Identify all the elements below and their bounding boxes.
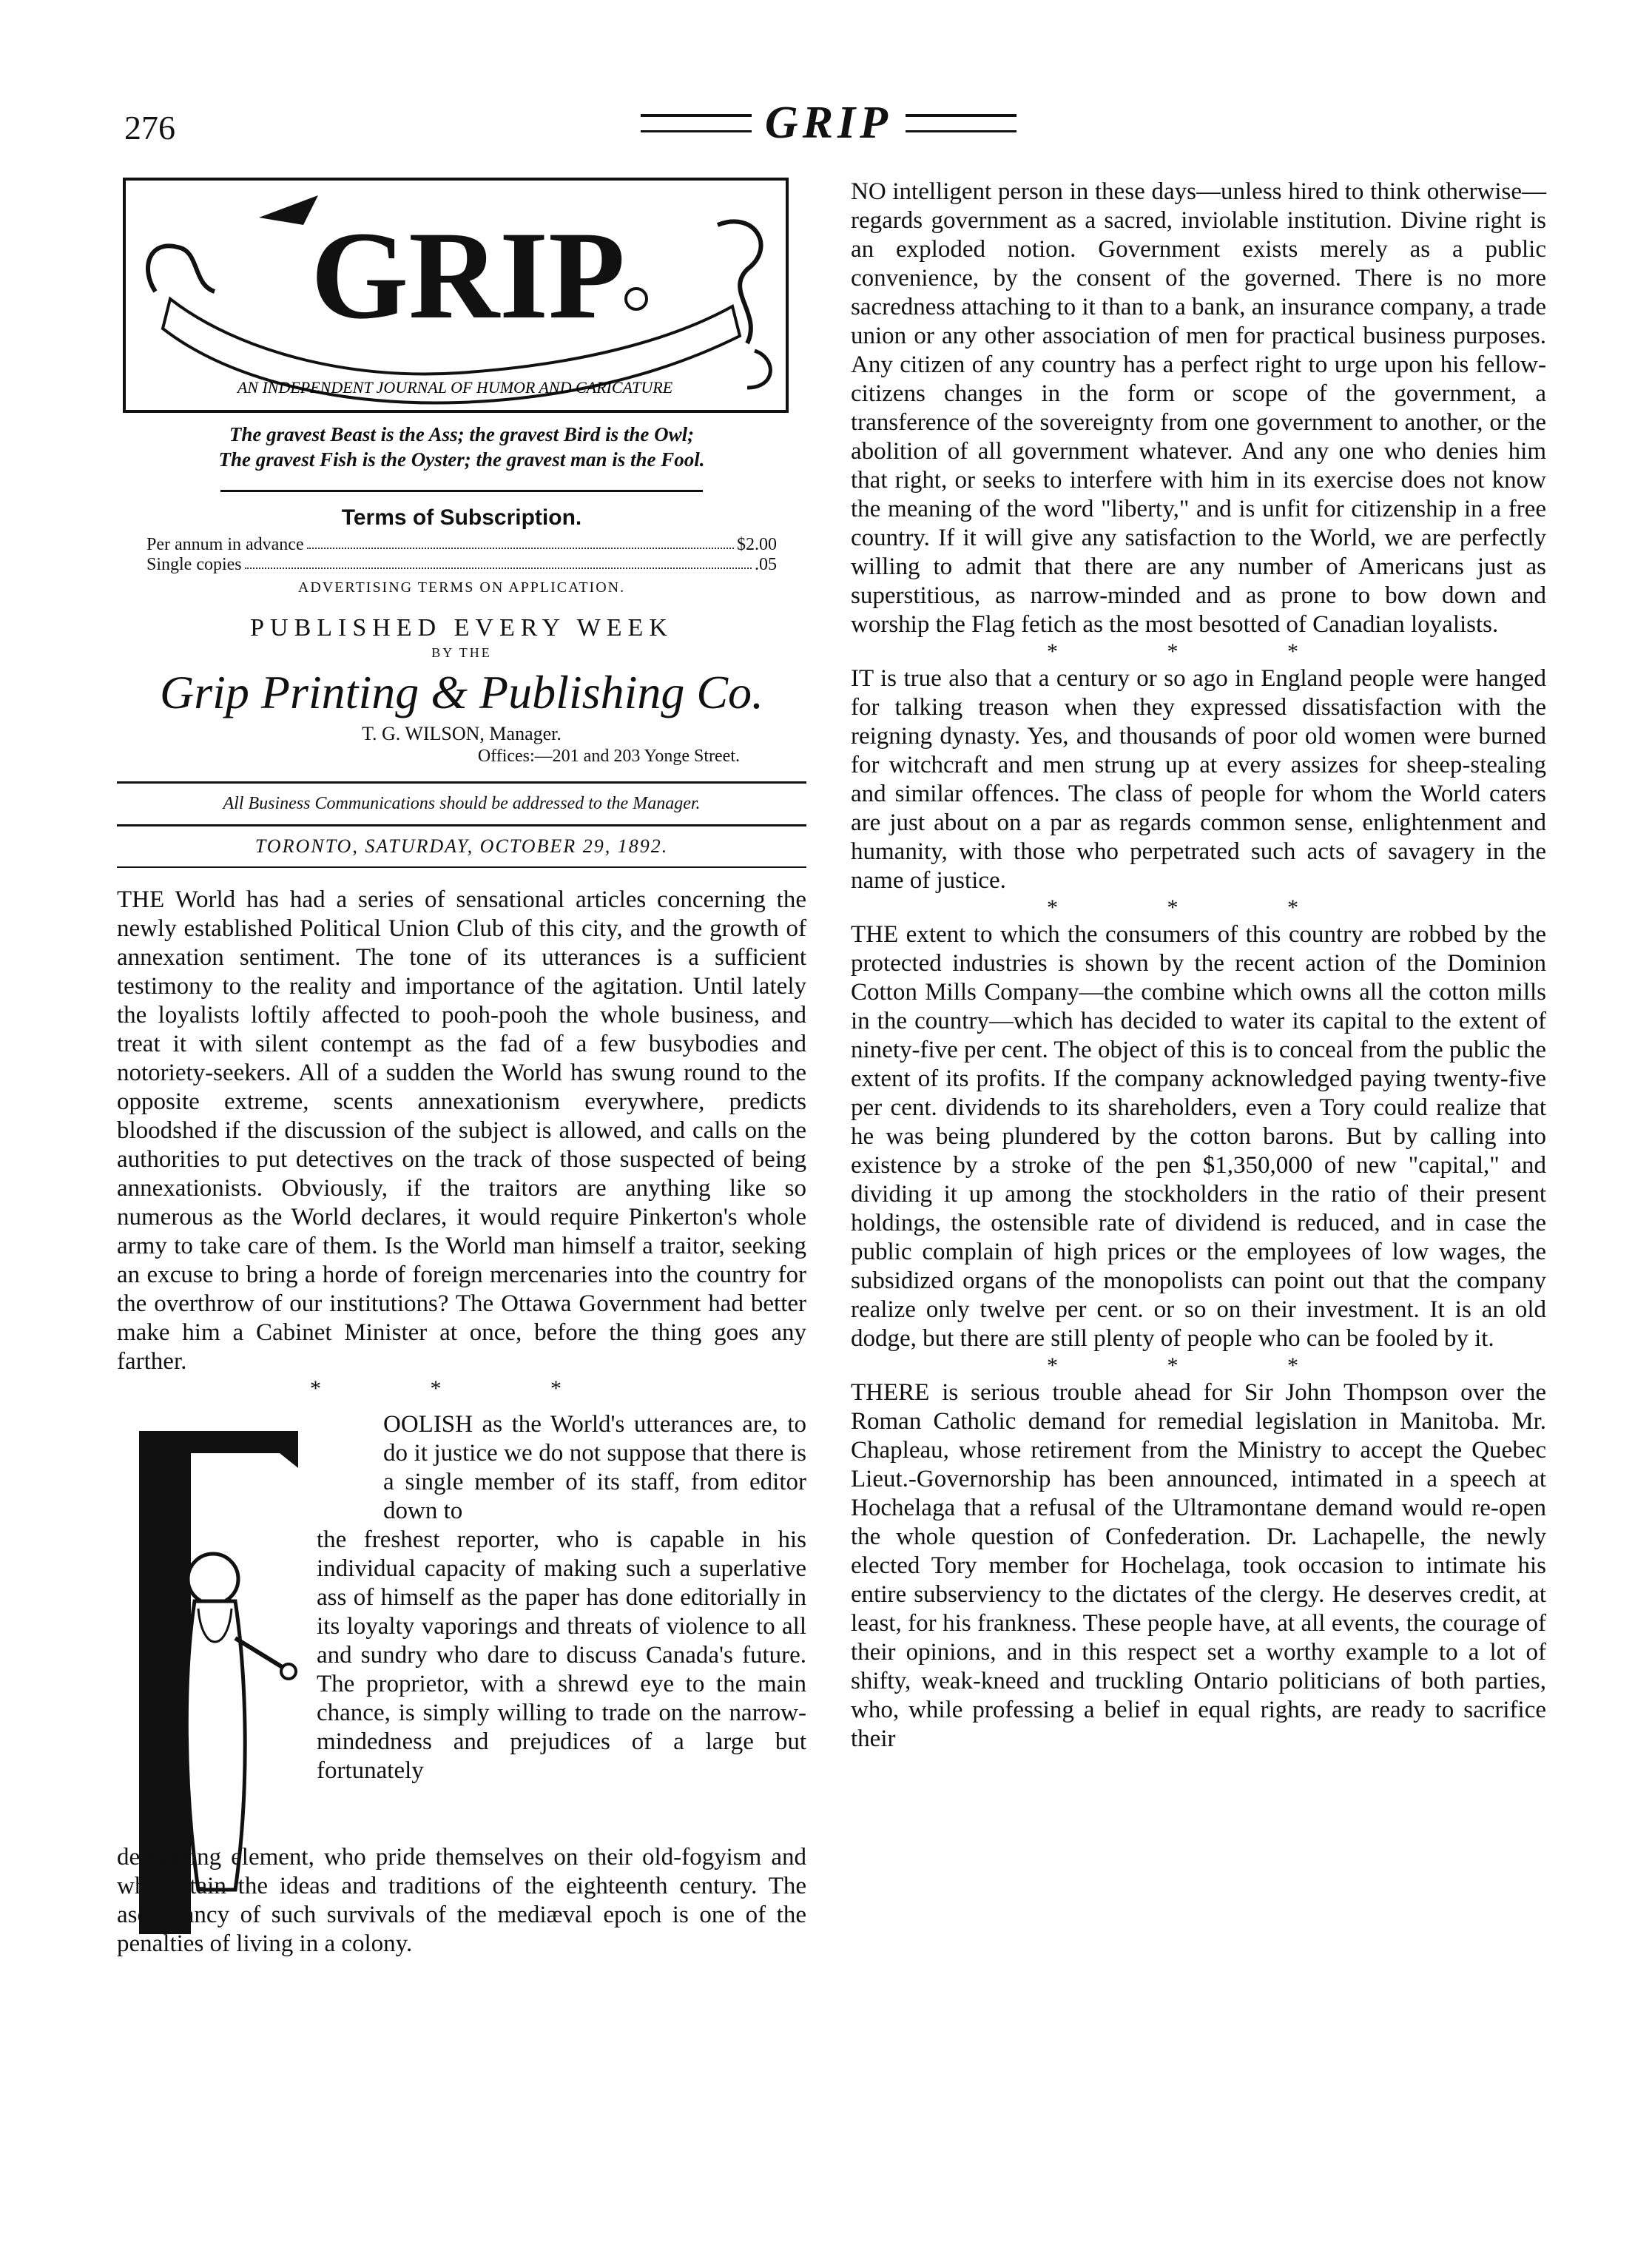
terms-title: Terms of Subscription. (341, 505, 582, 530)
section-separator: * * * (1047, 639, 1350, 664)
offices-line: Offices:—201 and 203 Yonge Street. (477, 747, 740, 766)
divider (117, 866, 806, 868)
left-column (117, 178, 806, 1958)
divider (117, 781, 806, 784)
grip-logo-artwork (126, 181, 786, 410)
section-separator: * * * (1047, 1353, 1350, 1378)
grip-logo (123, 178, 789, 413)
terms-row (146, 535, 777, 555)
section-separator: * * * (310, 1376, 613, 1401)
logo-motto-line2: The gravest Fish is the Oyster; the gravest man is the Fool. (218, 448, 705, 471)
business-notice: All Business Communications should be addressed to the Manager. (223, 794, 701, 813)
masthead (562, 96, 1095, 149)
terms-row-label: Single copies (146, 555, 242, 574)
dropcap-article (117, 1410, 806, 1958)
terms-row-label: Per annum in advance (146, 535, 304, 554)
masthead-title: GRIP (764, 97, 893, 148)
article-paragraph: NO intelligent person in these days—unless hired to think otherwise—regards government as a sacred, inviolable institution. Divine right is an exploded notion. Government exists merely as a public convenience, by the consent of the governed. There is no more sacredness attaching to it than to a bank, an insurance company, a trade union or any other association of men for practical business purposes. Any citizen of any country has a perfect right to urge upon his fellow-citizens changes in the form or scope of the government, a transference of the sovereignty from one government to another, or the abolition of all government whatever. And any one who denies him that right, or seeks to interfere with him in its exercise does not know the meaning of the word "liberty," and is unfit for citizenship in a free country. If it will give any satisfaction to the World, we are perfectly willing to admit that there are any number of Americans just as superstitious, as narrow-minded and as prone to bow down and worship the Flag fetich as the most besotted of Canadian loyalists. (851, 178, 1546, 638)
terms-row-value: .05 (755, 555, 777, 574)
article-paragraph-part: the freshest reporter, who is capable in his individual capacity of making such a superlative ass of himself as the paper has done editorially in its loyalty vaporings and threats of violence to all and sundry who dare to discuss Canada's future. The proprietor, with a shrewd eye to the main chance, is simply willing to trade on the narrow-mindedness and prejudices of a large but fortunately (317, 1526, 806, 1784)
terms-row (146, 555, 777, 575)
advertising-terms: ADVERTISING TERMS ON APPLICATION. (297, 579, 626, 596)
manager-line: T. G. WILSON, Manager. (362, 723, 562, 744)
article-paragraph: THERE is serious trouble ahead for Sir John Thompson over the Roman Catholic demand for remedial legislation in Manitoba. Mr. Chapleau, whose retirement from the Ministry to accept the Quebec Lieut.-Governorship has been announced, intimated in a speech at Hochelaga that a refusal of the Ultramontane demand would re-open the whole question of Confederation. Dr. Lachapelle, the newly elected Tory member for Hochelaga, took occasion to intimate his entire subserviency to the dictates of the clergy. He deserves credit, at least, for his frankness. These people have, at all events, the courage of their opinions, and in this respect set a worthy example to a lot of shifty, weak-kneed and truckling Ontario politicians of both parties, who, while professing a belief in equal rights, are ready to sacrifice their (851, 1379, 1546, 1752)
leader-dots (245, 555, 752, 569)
logo-banner-text: AN INDEPENDENT JOURNAL OF HUMOR AND CARICATURE (237, 378, 673, 397)
article-paragraph-part: decreasing element, who pride themselves on their old-fogyism and who retain the ideas and traditions of the eighteenth century. The ascendancy of such survivals of the mediæval epoch is one of the penalties of living in a colony. (117, 1844, 806, 1957)
masthead-rule-right (906, 114, 1017, 132)
article-paragraph: IT is true also that a century or so ago in England people were hanged for talking treason when they expressed dissatisfaction with the reigning dynasty. Yes, and thousands of poor old women were burned for witchcraft and men strung up at every assizes for sheep-stealing and similar offences. The class of people for whom the World caters are just about on a par as regards common sense, enlightenment and humanity, with those who perpetrated such acts of savagery in the name of justice. (851, 665, 1546, 894)
dateline: TORONTO, SATURDAY, OCTOBER 29, 1892. (254, 835, 669, 857)
page-number: 276 (124, 109, 175, 147)
terms-row-value: $2.00 (737, 535, 777, 554)
article-paragraph: THE extent to which the consumers of this country are robbed by the protected industries is shown by the recent action of the Dominion Cotton Mills Company—the combine which owns all the cotton mills in the country—which has decided to water its capital to the extent of ninety-five per cent. The object of this is to conceal from the public the extent of its profits. If the company acknowledged paying twenty-five per cent. dividends to its shareholders, even a Tory could realize that he was being plundered by the cotton barons. But by calling into existence by a stroke of the pen $1,350,000 of new "capital," and dividing it up among the stockholders in the ratio of their present holdings, the ostensible rate of dividend is reduced, and in case the public complain of high prices or the employees of low wages, the subsidized organs of the monopolists can point out that the company realize only twelve per cent. or so on their investment. It is an old dodge, but there are still plenty of people who can be fooled by it. (851, 921, 1546, 1352)
company-name: Grip Printing & Publishing Co. (159, 666, 764, 718)
article-paragraph-part: OOLISH as the World's utterances are, to do it justice we do not suppose that there is a single member of its staff, from editor down to (383, 1411, 806, 1524)
published-every-week: PUBLISHED EVERY WEEK (250, 614, 673, 642)
leader-dots (307, 535, 734, 549)
masthead-rule-left (641, 114, 752, 132)
divider (117, 824, 806, 826)
section-separator: * * * (1047, 895, 1350, 920)
divider (220, 490, 703, 492)
article-paragraph: THE World has had a series of sensational articles concerning the newly established Political Union Club of this city, and the growth of annexation sentiment. The tone of its utterances is a sufficient testimony to the reality and importance of the agitation. Until lately the loyalists loftily affected to pooh-pooh the whole business, and treat it with silent contempt as the fad of a few busybodies and notoriety-seekers. All of a sudden the World has swung round to the opposite extreme, scents annexationism everywhere, predicts bloodshed if the discussion of the subject is allowed, and calls on the authorities to put detectives on the track of those suspected of being annexationists. Obviously, if the traitors are anything like so numerous as the World declares, it would require Pinkerton's whole army to take care of them. Is the World man himself a traitor, seeking an excuse to bring a horde of foreign mercenaries into the country for the overthrow of our institutions? The Ottawa Government had better make him a Cabinet Minister at once, before the thing goes any farther. (117, 886, 806, 1375)
by-the: BY THE (431, 645, 492, 660)
svg-text:GRIP: GRIP (311, 206, 625, 345)
right-column (851, 178, 1546, 1754)
logo-motto-line1: The gravest Beast is the Ass; the gravest Bird is the Owl; (229, 423, 695, 445)
